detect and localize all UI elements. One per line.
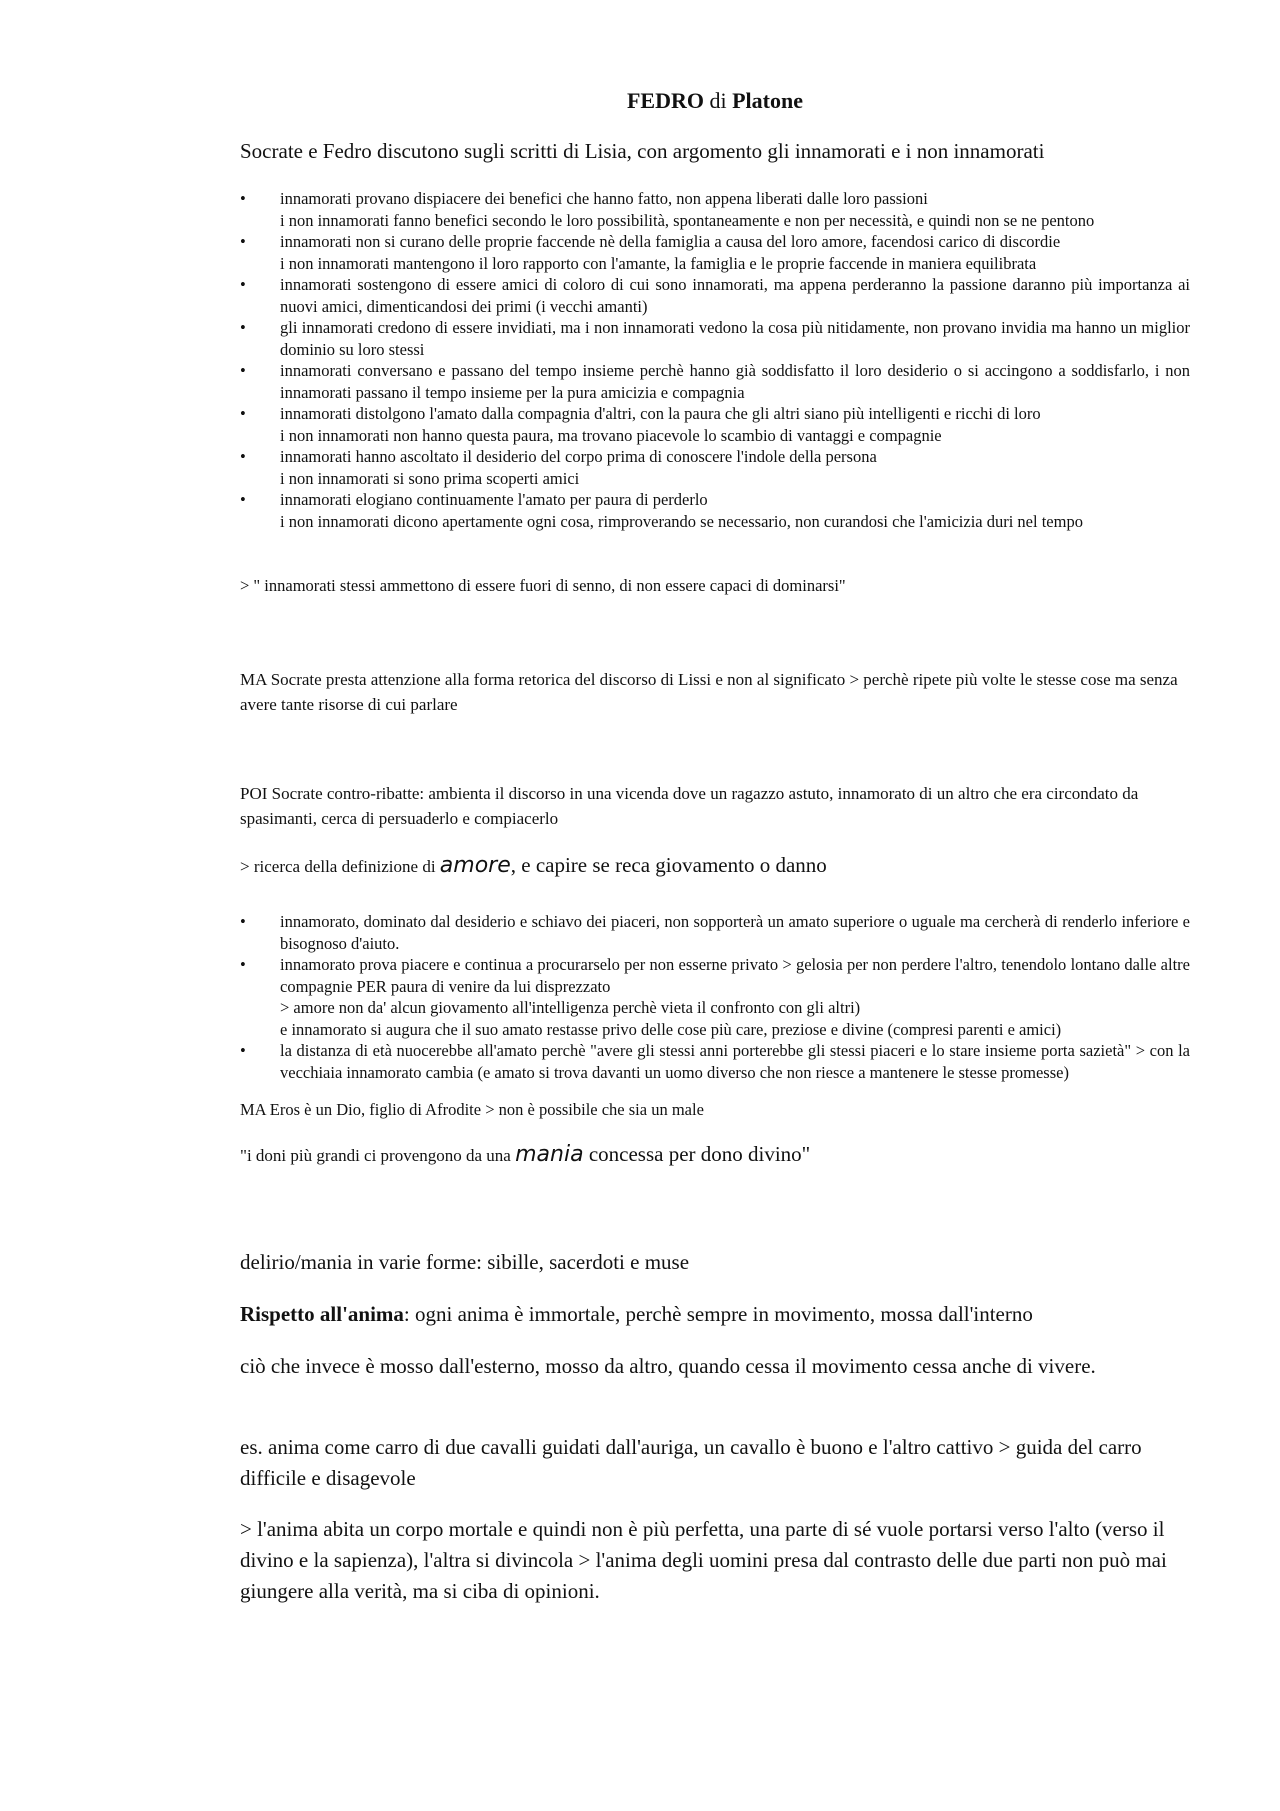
bullet-icon: • (240, 361, 246, 380)
amore-list (240, 911, 1190, 1083)
list-item-line: i non innamorati mantengono il loro rapporto con l'amante, la famiglia e le proprie faccende in maniera equilibrata (280, 253, 1037, 273)
list-item (240, 360, 1190, 403)
list-item-line: gli innamorati credono di essere invidiati, ma i non innamorati vedono la cosa più nitidamente, non provano invidia ma hanno un miglior dominio su loro stessi (280, 318, 1190, 359)
list-item-line: i non innamorati fanno benefici secondo le loro possibilità, spontaneamente e non per necessità, e quindi non se ne pentono (280, 210, 1095, 230)
paragraph-anima: > l'anima abita un corpo mortale e quindi non è più perfetta, una parte di sé vuole portarsi verso l'alto (verso il divino e la sapienza), l'altra si divincola > l'anima degli uomini presa dal contrasto delle due parti non può mai giungere alla verità, ma si ciba di opinioni. (240, 1517, 1167, 1603)
page-title (240, 88, 1190, 114)
list-item (240, 954, 1190, 1040)
doni-pre: "i doni più grandi ci provengono da una (240, 1146, 516, 1165)
paragraph-delirio: delirio/mania in varie forme: sibille, sacerdoti e muse (240, 1250, 690, 1274)
title-author: Platone (732, 88, 803, 113)
list-item-line: i non innamorati si sono prima scoperti amici (280, 468, 580, 488)
list-item-line: innamorati elogiano continuamente l'amato per paura di perderlo (280, 490, 708, 509)
list-item-line: i non innamorati dicono apertamente ogni cosa, rimproverando se necessario, non curandosi che l'amicizia duri nel tempo (280, 511, 1083, 531)
list-item-line: innamorati sostengono di essere amici di coloro di cui sono innamorati, ma appena perderanno la passione daranno più importanza ai nuovi amici, dimenticandosi dei primi (i vecchi amanti) (280, 275, 1190, 316)
paragraph-poi-socrate: POI Socrate contro-ribatte: ambienta il discorso in una vicenda dove un ragazzo astuto, innamorato di un altro che era circondato da spasimanti, cerca di persuaderlo e compiacerlo (240, 784, 1139, 828)
list-item (240, 231, 1190, 274)
list-item-line: innamorati non si curano delle proprie faccende nè della famiglia a causa del loro amore, facendosi carico di discordie (280, 232, 1061, 251)
bullet-icon: • (240, 1041, 246, 1060)
ricerca-italic: amore (439, 853, 511, 878)
bullet-icon: • (240, 318, 246, 337)
paragraph-esempio: es. anima come carro di due cavalli guidati dall'auriga, un cavallo è buono e l'altro cattivo > guida del carro difficile e disagevole (240, 1435, 1142, 1490)
list-item-line: > amore non da' alcun giovamento all'intelligenza perchè vieta il confronto con gli altri) (280, 998, 861, 1017)
title-work: FEDRO (626, 88, 704, 113)
list-item (240, 911, 1190, 954)
list-item-line: innamorati provano dispiacere dei benefici che hanno fatto, non appena liberati dalle loro passioni (280, 189, 928, 208)
ricerca-post: , e capire se reca giovamento o danno (510, 853, 827, 877)
bullet-icon: • (240, 447, 246, 466)
bullet-icon: • (240, 404, 246, 423)
paragraph-doni (240, 1142, 1190, 1168)
subtitle: Socrate e Fedro discutono sugli scritti di Lisia, con argomento gli innamorati e i non innamorati (240, 139, 1045, 163)
list-item-line: innamorati hanno ascoltato il desiderio del corpo prima di conoscere l'indole della persona (280, 447, 877, 466)
list-item (240, 1040, 1190, 1083)
rispetto-heading: Rispetto all'anima (240, 1302, 404, 1326)
paragraph-ma-socrate: MA Socrate presta attenzione alla forma retorica del discorso di Lissi e non al significato > perchè ripete più volte le stesse cose ma senza avere tante risorse di cui parlare (240, 670, 1178, 714)
doni-italic: mania (515, 1142, 584, 1167)
paragraph-eros: MA Eros è un Dio, figlio di Afrodite > non è possibile che sia un male (240, 1100, 704, 1119)
list-item (240, 317, 1190, 360)
list-item (240, 188, 1190, 231)
bullet-icon: • (240, 189, 246, 208)
bullet-icon: • (240, 912, 246, 931)
list-item-line: innamorati distolgono l'amato dalla compagnia d'altri, con la paura che gli altri siano più intelligenti e ricchi di loro (280, 404, 1041, 423)
paragraph-ricerca (240, 853, 1190, 879)
doni-post: concessa per dono divino" (583, 1142, 811, 1166)
list-item-line: innamorati conversano e passano del tempo insieme perchè hanno già soddisfatto il loro desiderio o si accingono a soddisfarlo, i non innamorati passano il tempo insieme per la pura amicizia e compagnia (280, 361, 1190, 402)
ricerca-pre: > ricerca della definizione di (240, 857, 440, 876)
list-item-line: innamorato, dominato dal desiderio e schiavo dei piaceri, non sopporterà un amato superiore o uguale ma cercherà di renderlo inferiore e bisognoso d'aiuto. (280, 912, 1190, 953)
title-connector: di (703, 88, 733, 113)
bullet-icon: • (240, 955, 246, 974)
list-item (240, 489, 1190, 532)
bullet-icon: • (240, 275, 246, 294)
bullet-icon: • (240, 490, 246, 509)
list-item-line: i non innamorati non hanno questa paura, ma trovano piacevole lo scambio di vantaggi e compagnie (280, 425, 942, 445)
list-item-line: e innamorato si augura che il suo amato restasse privo delle cose più care, preziose e divine (compresi parenti e amici) (280, 1019, 1062, 1039)
list-item (240, 403, 1190, 446)
list-item-line: la distanza di età nuocerebbe all'amato perchè "avere gli stessi anni porterebbe gli stessi piaceri e lo stare insieme porta sazietà" > con la vecchiaia innamorato cambia (e amato si trova davanti un uomo diverso che non riesce a mantenere le stesse promesse) (280, 1041, 1190, 1082)
quote-innamorati: > " innamorati stessi ammettono di essere fuori di senno, di non essere capaci di dominarsi" (240, 576, 846, 595)
rispetto-text: : ogni anima è immortale, perchè sempre in movimento, mossa dall'interno (403, 1302, 1033, 1326)
list-item (240, 274, 1190, 317)
comparison-list (240, 188, 1190, 532)
list-item (240, 446, 1190, 489)
list-item-line: innamorato prova piacere e continua a procurarselo per non esserne privato > gelosia per non perdere l'altro, tenendolo lontano dalle altre compagnie PER paura di venire da lui disprezzato (280, 955, 1190, 996)
paragraph-rispetto (240, 1299, 1190, 1330)
paragraph-cio: ciò che invece è mosso dall'esterno, mosso da altro, quando cessa il movimento cessa anche di vivere. (240, 1354, 1096, 1378)
bullet-icon: • (240, 232, 246, 251)
